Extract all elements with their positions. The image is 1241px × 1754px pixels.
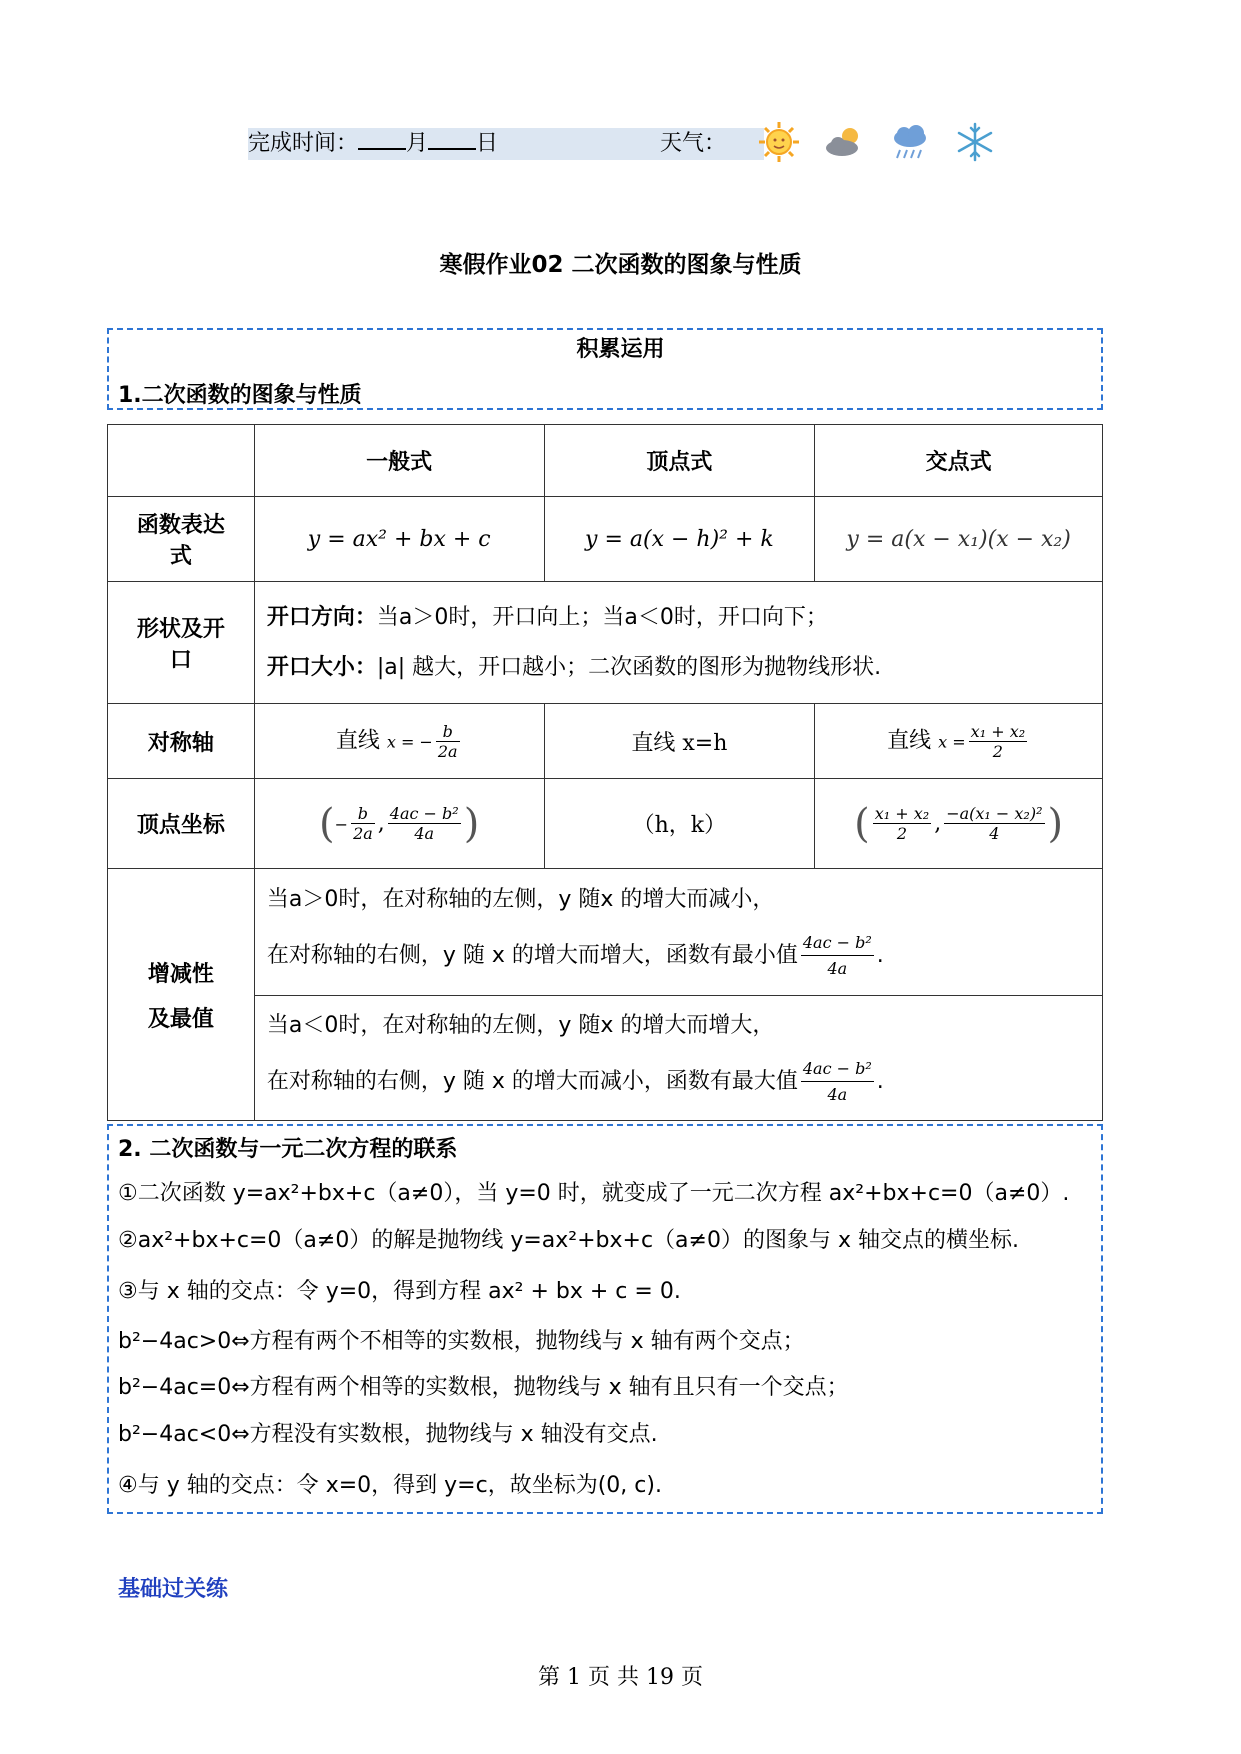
- box2-line-4: b²−4ac>0⇔方程有两个不相等的实数根，抛物线与 x 轴有两个交点；: [118, 1329, 805, 1354]
- fraction-numerator: −a(x₁ − x₂)²: [946, 804, 1043, 823]
- right-paren: ): [463, 800, 480, 847]
- min-value-fraction: [801, 930, 874, 982]
- fraction-numerator: b: [351, 804, 375, 824]
- monotone-pos-line-2: 在对称轴的右侧，y 随 x 的增大而增大，函数有最小值 $\frac{\text{4ac − b²}}{4a}$ .: [267, 930, 1102, 982]
- section-1-heading: 1.二次函数的图象与性质: [118, 383, 362, 408]
- monotone-neg-text: 在对称轴的右侧，y 随 x 的增大而减小，函数有最大值: [266, 1068, 798, 1094]
- fraction-numerator: x₁ + x₂: [874, 804, 930, 823]
- fraction-denominator: 2: [896, 824, 908, 843]
- coord-fraction-2: [944, 804, 1044, 843]
- axis-lhs: x = −: [386, 732, 433, 751]
- month-label: 月: [406, 131, 429, 156]
- fraction-numerator: 4ac − b²: [801, 930, 874, 957]
- opening-direction-text: 当a＞0时，开口向上；当a＜0时，开口向下；: [376, 605, 828, 631]
- day-label: 日: [476, 131, 499, 156]
- fraction-denominator: 2a: [437, 741, 458, 761]
- table-header-row: [108, 425, 1103, 497]
- col-header-intercept: 交点式: [815, 425, 1103, 497]
- row-label-line: 函数表达: [136, 513, 225, 538]
- axis-prefix: 直线: [335, 728, 380, 753]
- vertex-vertex-coord: （h，k）: [544, 779, 815, 869]
- opening-size-text: |a| 越大，开口越小；二次函数的图形为抛物线形状.: [376, 654, 882, 680]
- basics-practice-heading[interactable]: 基础过关练: [118, 1577, 229, 1602]
- coord-fraction-1: [351, 804, 375, 843]
- fraction-numerator: 4ac − b²: [389, 804, 459, 823]
- comma: ,: [934, 810, 942, 836]
- row-label-vertex-coord: 顶点坐标: [108, 779, 255, 869]
- table-row-axis: [108, 704, 1103, 779]
- general-vertex-coord: [254, 779, 544, 869]
- cloudy-icon: [822, 120, 866, 164]
- completion-time-label: 完成时间：: [248, 131, 359, 156]
- fraction-numerator: 4ac − b²: [801, 1056, 874, 1083]
- vertex-form-formula: y = a(x − h)² + k: [544, 497, 815, 582]
- monotone-pos-text: 在对称轴的右侧，y 随 x 的增大而增大，函数有最小值: [266, 942, 798, 968]
- corner-cell: [108, 425, 255, 497]
- monotone-neg-line-2: 在对称轴的右侧，y 随 x 的增大而减小，函数有最大值 $\frac{\text{4ac − b²}}{4a}$ .: [267, 1056, 1102, 1108]
- rain-icon: [888, 120, 932, 164]
- completion-time: [248, 128, 498, 160]
- opening-direction: [267, 600, 1102, 635]
- monotone-a-positive: [254, 869, 1102, 996]
- intercept-form-formula: y = a(x − x₁)(x − x₂): [815, 497, 1103, 582]
- right-paren: ): [1047, 800, 1064, 847]
- table-row-monotone-neg: [108, 996, 1103, 1121]
- coord-fraction-2: [388, 804, 461, 843]
- fraction-denominator: 4: [989, 824, 1000, 843]
- day-blank: [428, 128, 476, 150]
- fraction-denominator: 2: [992, 741, 1003, 761]
- axis-prefix: 直线: [887, 728, 932, 753]
- snowflake-icon: [953, 120, 997, 164]
- row-label-expression: [108, 497, 255, 582]
- page-footer: 第 1 页 共 19 页: [538, 1665, 703, 1690]
- monotone-neg-line-1: 当a＜0时，在对称轴的左侧，y 随x 的增大而增大，: [266, 1013, 775, 1039]
- table-row-expression: [108, 497, 1103, 582]
- box2-line-6: b²−4ac<0⇔方程没有实数根，抛物线与 x 轴没有交点.: [118, 1422, 658, 1447]
- axis-fraction: [436, 722, 460, 761]
- vertex-axis: 直线 x=h: [544, 704, 815, 779]
- monotone-a-negative: [254, 996, 1102, 1121]
- col-header-vertex: 顶点式: [544, 425, 815, 497]
- box2-line-2: ②ax²+bx+c=0（a≠0）的解是抛物线 y=ax²+bx+c（a≠0）的图象与 x 轴交点的横坐标.: [118, 1228, 1019, 1253]
- box2-line-3: ③与 x 轴的交点：令 y=0，得到方程 ax² + bx + c = 0.: [118, 1279, 681, 1304]
- row-label-line: 口: [169, 647, 192, 673]
- left-paren: (: [319, 800, 335, 847]
- page-title: 寒假作业02 二次函数的图象与性质: [439, 252, 802, 278]
- table-row-monotone-pos: [108, 869, 1103, 996]
- axis-fraction: [969, 722, 1027, 761]
- max-value-fraction: [801, 1056, 874, 1108]
- fraction-numerator: x₁ + x₂: [970, 721, 1026, 741]
- fraction-denominator: 4a: [827, 959, 848, 979]
- coord-fraction-1: [873, 804, 931, 843]
- minus-sign: −: [334, 814, 349, 834]
- row-label-line: 增减性: [147, 961, 214, 987]
- comma: ,: [377, 810, 385, 836]
- table-row-shape: [108, 582, 1103, 704]
- left-paren: (: [854, 800, 870, 847]
- row-label-axis: 对称轴: [108, 704, 255, 779]
- col-header-general: 一般式: [254, 425, 544, 497]
- general-form-formula: y = ax² + bx + c: [254, 497, 544, 582]
- box2-line-1: ①二次函数 y=ax²+bx+c（a≠0），当 y=0 时，就变成了一元二次方程 ax²+bx+c=0（a≠0）.: [118, 1181, 1070, 1206]
- row-label-shape: [108, 582, 255, 704]
- properties-table: [107, 424, 1103, 1121]
- fraction-denominator: 4a: [414, 824, 435, 843]
- shape-description: [254, 582, 1102, 704]
- opening-size: [267, 650, 1102, 685]
- row-label-line: 及最值: [147, 1006, 214, 1032]
- row-label-line: 式: [169, 544, 192, 569]
- sun-icon: [757, 120, 801, 164]
- box2-line-7: ④与 y 轴的交点：令 x=0，得到 y=c，故坐标为(0, c).: [118, 1473, 662, 1498]
- intercept-axis: [815, 704, 1103, 779]
- row-label-monotone: [108, 869, 255, 1121]
- general-axis: [254, 704, 544, 779]
- accumulate-heading: 积累运用: [576, 337, 665, 362]
- section-2-heading: 2. 二次函数与一元二次方程的联系: [118, 1137, 458, 1162]
- fraction-denominator: 4a: [827, 1085, 848, 1105]
- intercept-vertex-coord: [815, 779, 1103, 869]
- table-row-vertex-coord: [108, 779, 1103, 869]
- monotone-pos-line-1: 当a＞0时，在对称轴的左侧，y 随x 的增大而减小，: [266, 887, 775, 913]
- opening-size-label: 开口大小：: [266, 654, 377, 680]
- box2-line-5: b²−4ac=0⇔方程有两个相等的实数根，抛物线与 x 轴有且只有一个交点；: [118, 1375, 849, 1400]
- axis-lhs: x =: [938, 732, 966, 751]
- month-blank: [358, 128, 406, 150]
- row-label-line: 形状及开: [136, 616, 225, 642]
- fraction-denominator: 2a: [353, 824, 373, 843]
- fraction-numerator: b: [436, 722, 460, 742]
- weather-label: 天气：: [660, 131, 727, 156]
- opening-direction-label: 开口方向：: [266, 605, 377, 631]
